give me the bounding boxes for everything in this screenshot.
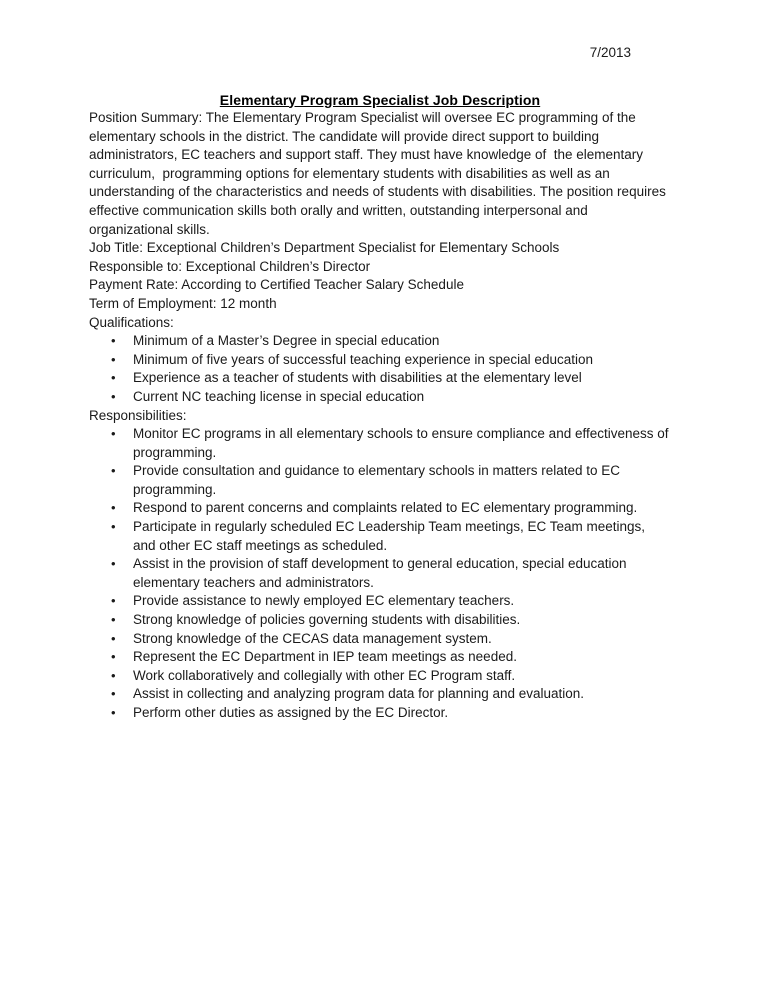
- list-item: • Experience as a teacher of students with disabilities at the elementary level: [89, 369, 671, 388]
- payment-rate-line: Payment Rate: According to Certified Teacher Salary Schedule: [89, 277, 464, 293]
- responsibilities-list: [89, 425, 671, 723]
- position-summary-paragraph: Position Summary: The Elementary Program Specialist will oversee EC programming of the elementary schools in the district. The candidate will provide direct support to building administrators, EC teachers and support staff. They must have knowledge of the elementary curriculum, programming options for elementary students with disabilities as well as an understanding of the characteristics and needs of students with disabilities. The position requires effective communication skills both orally and written, outstanding interpersonal and organizational skills.: [89, 110, 670, 237]
- job-title-line: Job Title: Exceptional Children’s Department Specialist for Elementary Schools: [89, 240, 560, 256]
- list-item: • Strong knowledge of policies governing students with disabilities.: [89, 611, 671, 630]
- term-of-employment-line: Term of Employment: 12 month: [89, 295, 277, 311]
- list-item: • Provide assistance to newly employed EC elementary teachers.: [89, 592, 671, 611]
- page-title: Elementary Program Specialist Job Description: [219, 91, 541, 108]
- qualifications-list: [89, 332, 671, 406]
- list-item: • Current NC teaching license in special education: [89, 388, 671, 407]
- list-item: • Represent the EC Department in IEP team meetings as needed.: [89, 648, 671, 667]
- list-item: • Perform other duties as assigned by the EC Director.: [89, 704, 671, 723]
- list-item: • Provide consultation and guidance to elementary schools in matters related to EC programming.: [89, 462, 671, 499]
- list-item: • Minimum of five years of successful teaching experience in special education: [89, 351, 671, 370]
- list-item: • Assist in collecting and analyzing program data for planning and evaluation.: [89, 685, 671, 704]
- list-item: • Minimum of a Master’s Degree in special education: [89, 332, 671, 351]
- list-item: • Assist in the provision of staff development to general education, special education elementary teachers and administrators.: [89, 555, 671, 592]
- list-item: • Strong knowledge of the CECAS data management system.: [89, 630, 671, 649]
- qualifications-heading: Qualifications:: [89, 314, 174, 330]
- responsibilities-heading: Responsibilities:: [89, 407, 187, 423]
- responsible-to-line: Responsible to: Exceptional Children’s Director: [89, 258, 371, 274]
- list-item: • Work collaboratively and collegially with other EC Program staff.: [89, 667, 671, 686]
- list-item: • Participate in regularly scheduled EC Leadership Team meetings, EC Team meetings, and other EC staff meetings as scheduled.: [89, 518, 671, 555]
- list-item: • Respond to parent concerns and complaints related to EC elementary programming.: [89, 499, 671, 518]
- document-content: [89, 44, 671, 723]
- list-item: • Monitor EC programs in all elementary schools to ensure compliance and effectiveness of programming.: [89, 425, 671, 462]
- document-date: 7/2013: [589, 45, 631, 60]
